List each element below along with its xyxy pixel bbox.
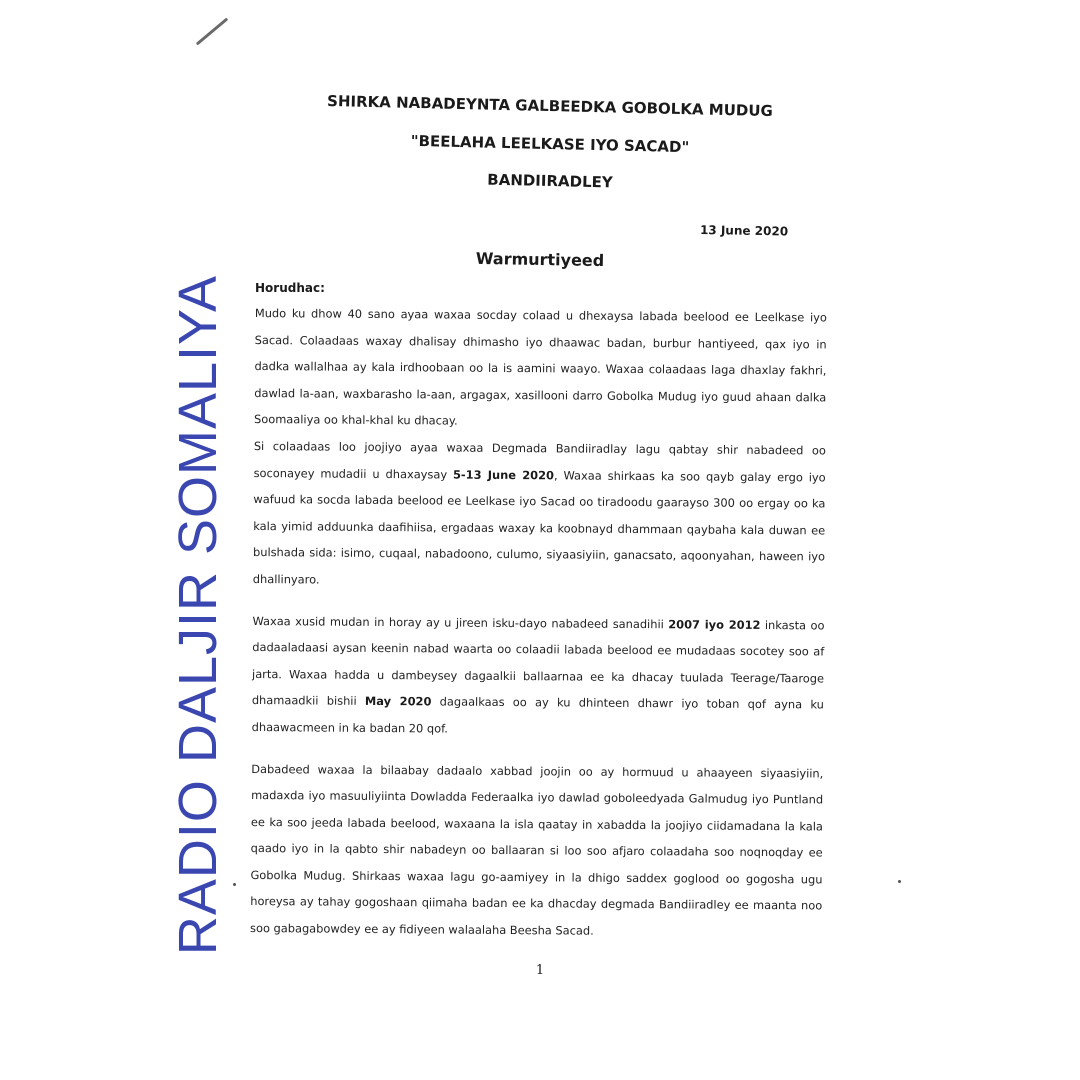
paragraph-3-text-c: inkasta oo dadaaladaasi aysan keenin nabad waarta oo colaadii labada beelood ee mudadaas socotey soo af jarta. Waxaa hadda u dambeysey dagaalkii ballaarnaa ee ka dhacay tuulada Teerage/Taaroge dhamaadkii bishii (251, 617, 825, 709)
header-line-2: "BEELAHA LEELKASE IYO SACAD" (410, 131, 690, 157)
paragraph-2-text-c: , Waxaa shirkaas ka soo qayb galay ergo iyo wafuud ka socda labada beelood ee Leelkase iyo Sacad oo tiradoodu gaarayso 300 oo ergay oo ka kala yimid adduunka daafihiisa, ergadaas waxay ka koobnayd dhammaan qaybaha kala duwan ee bulshada sida: isimo, cuqaal, nabadoono, culumo, siyaasiyiin, ganacsato, aqoonyahan, haween iyo dhallinyaro. (252, 467, 826, 587)
paragraph-4: Dabadeed waxaa la bilaabay dadaalo xabbad joojin oo ay hormuud u ahaayeen siyaasiyiin, madaxda iyo masuuliyiinta Dowladda Federaalka iyo dawlad goboleedyada Galmudug iyo Puntland ee ka soo jeeda labada beelood, waxaana la isla qaatay in xabadda la joojiyo ciidamadana la kala qaado iyo in la qabto shir nabadeyn oo ballaaran si loo soo afjaro colaadaha soo noqnoqday ee Gobolka Mudug. Shirkaas waxaa lagu go-aamiyey in la dhigo saddex goglood oo gogosha ugu horeysa ay tahay gogoshaan qiimaha badan ee ka dhacday degmada Bandiiradley ee maanta noo soo gabagabowdey ee ay fidiyeen walaalaha Beesha Sacad. (250, 761, 824, 938)
header-line-3: BANDIIRADLEY (487, 170, 613, 192)
paragraph-3 (252, 608, 825, 745)
paragraph-3-text-e: dagaalkaas oo ay ku dhinteen dhawr iyo toban qof ayna ku dhaawacmeen in ka badan 20 qof. (251, 694, 824, 736)
intro-label: Horudhac: (255, 281, 325, 295)
staple-mark (196, 17, 229, 45)
paragraph-1: Mudo ku dhow 40 sano ayaa waxaa socday colaad u dhexaysa labada beelood ee Leelkase iyo Sacad. Colaadaas waxay dhalisay dhimasho iyo dhaawac badan, burbur hantiyeed, qax iyo in dadka wallalhaa ay kala irdhoobaan oo la is aamini waayo. Waxaa colaadaas laga dhaxlay fakhri, dawlad la-aan, waxbarasho la-aan, argagax, xasillooni darro Gobolka Mudug iyo guud ahaan dalka Soomaaliya oo khal-khal ku dhacay. (254, 305, 827, 428)
paragraph-2-text-a: Si colaadaas loo joojiyo ayaa waxaa Degmada Bandiiradlay lagu qabtay shir nabadeed oo soconayey mudadii u dhaxaysay (253, 438, 826, 482)
paragraph-2 (253, 433, 826, 597)
document-body (250, 300, 827, 946)
paragraph-2-date-bold: 5-13 June 2020 (452, 467, 555, 482)
document-title: Warmurtiyeed (475, 248, 605, 271)
document-date: 13 June 2020 (699, 222, 789, 239)
paragraph-3-years-bold: 2007 iyo 2012 (668, 616, 761, 632)
paragraph-3-text-a: Waxaa xusid mudan in horay ay u jireen isku-dayo nabadeed sanadihii (252, 613, 669, 631)
watermark-text: RADIO DALJIR SOMALIYA (168, 274, 228, 956)
scan-speck (233, 883, 236, 886)
scan-speck (898, 880, 901, 883)
page-number: 1 (535, 963, 545, 978)
header-line-1: SHIRKA NABADEYNTA GALBEEDKA GOBOLKA MUDUG (326, 91, 774, 121)
paragraph-3-month-bold: May 2020 (364, 694, 432, 709)
